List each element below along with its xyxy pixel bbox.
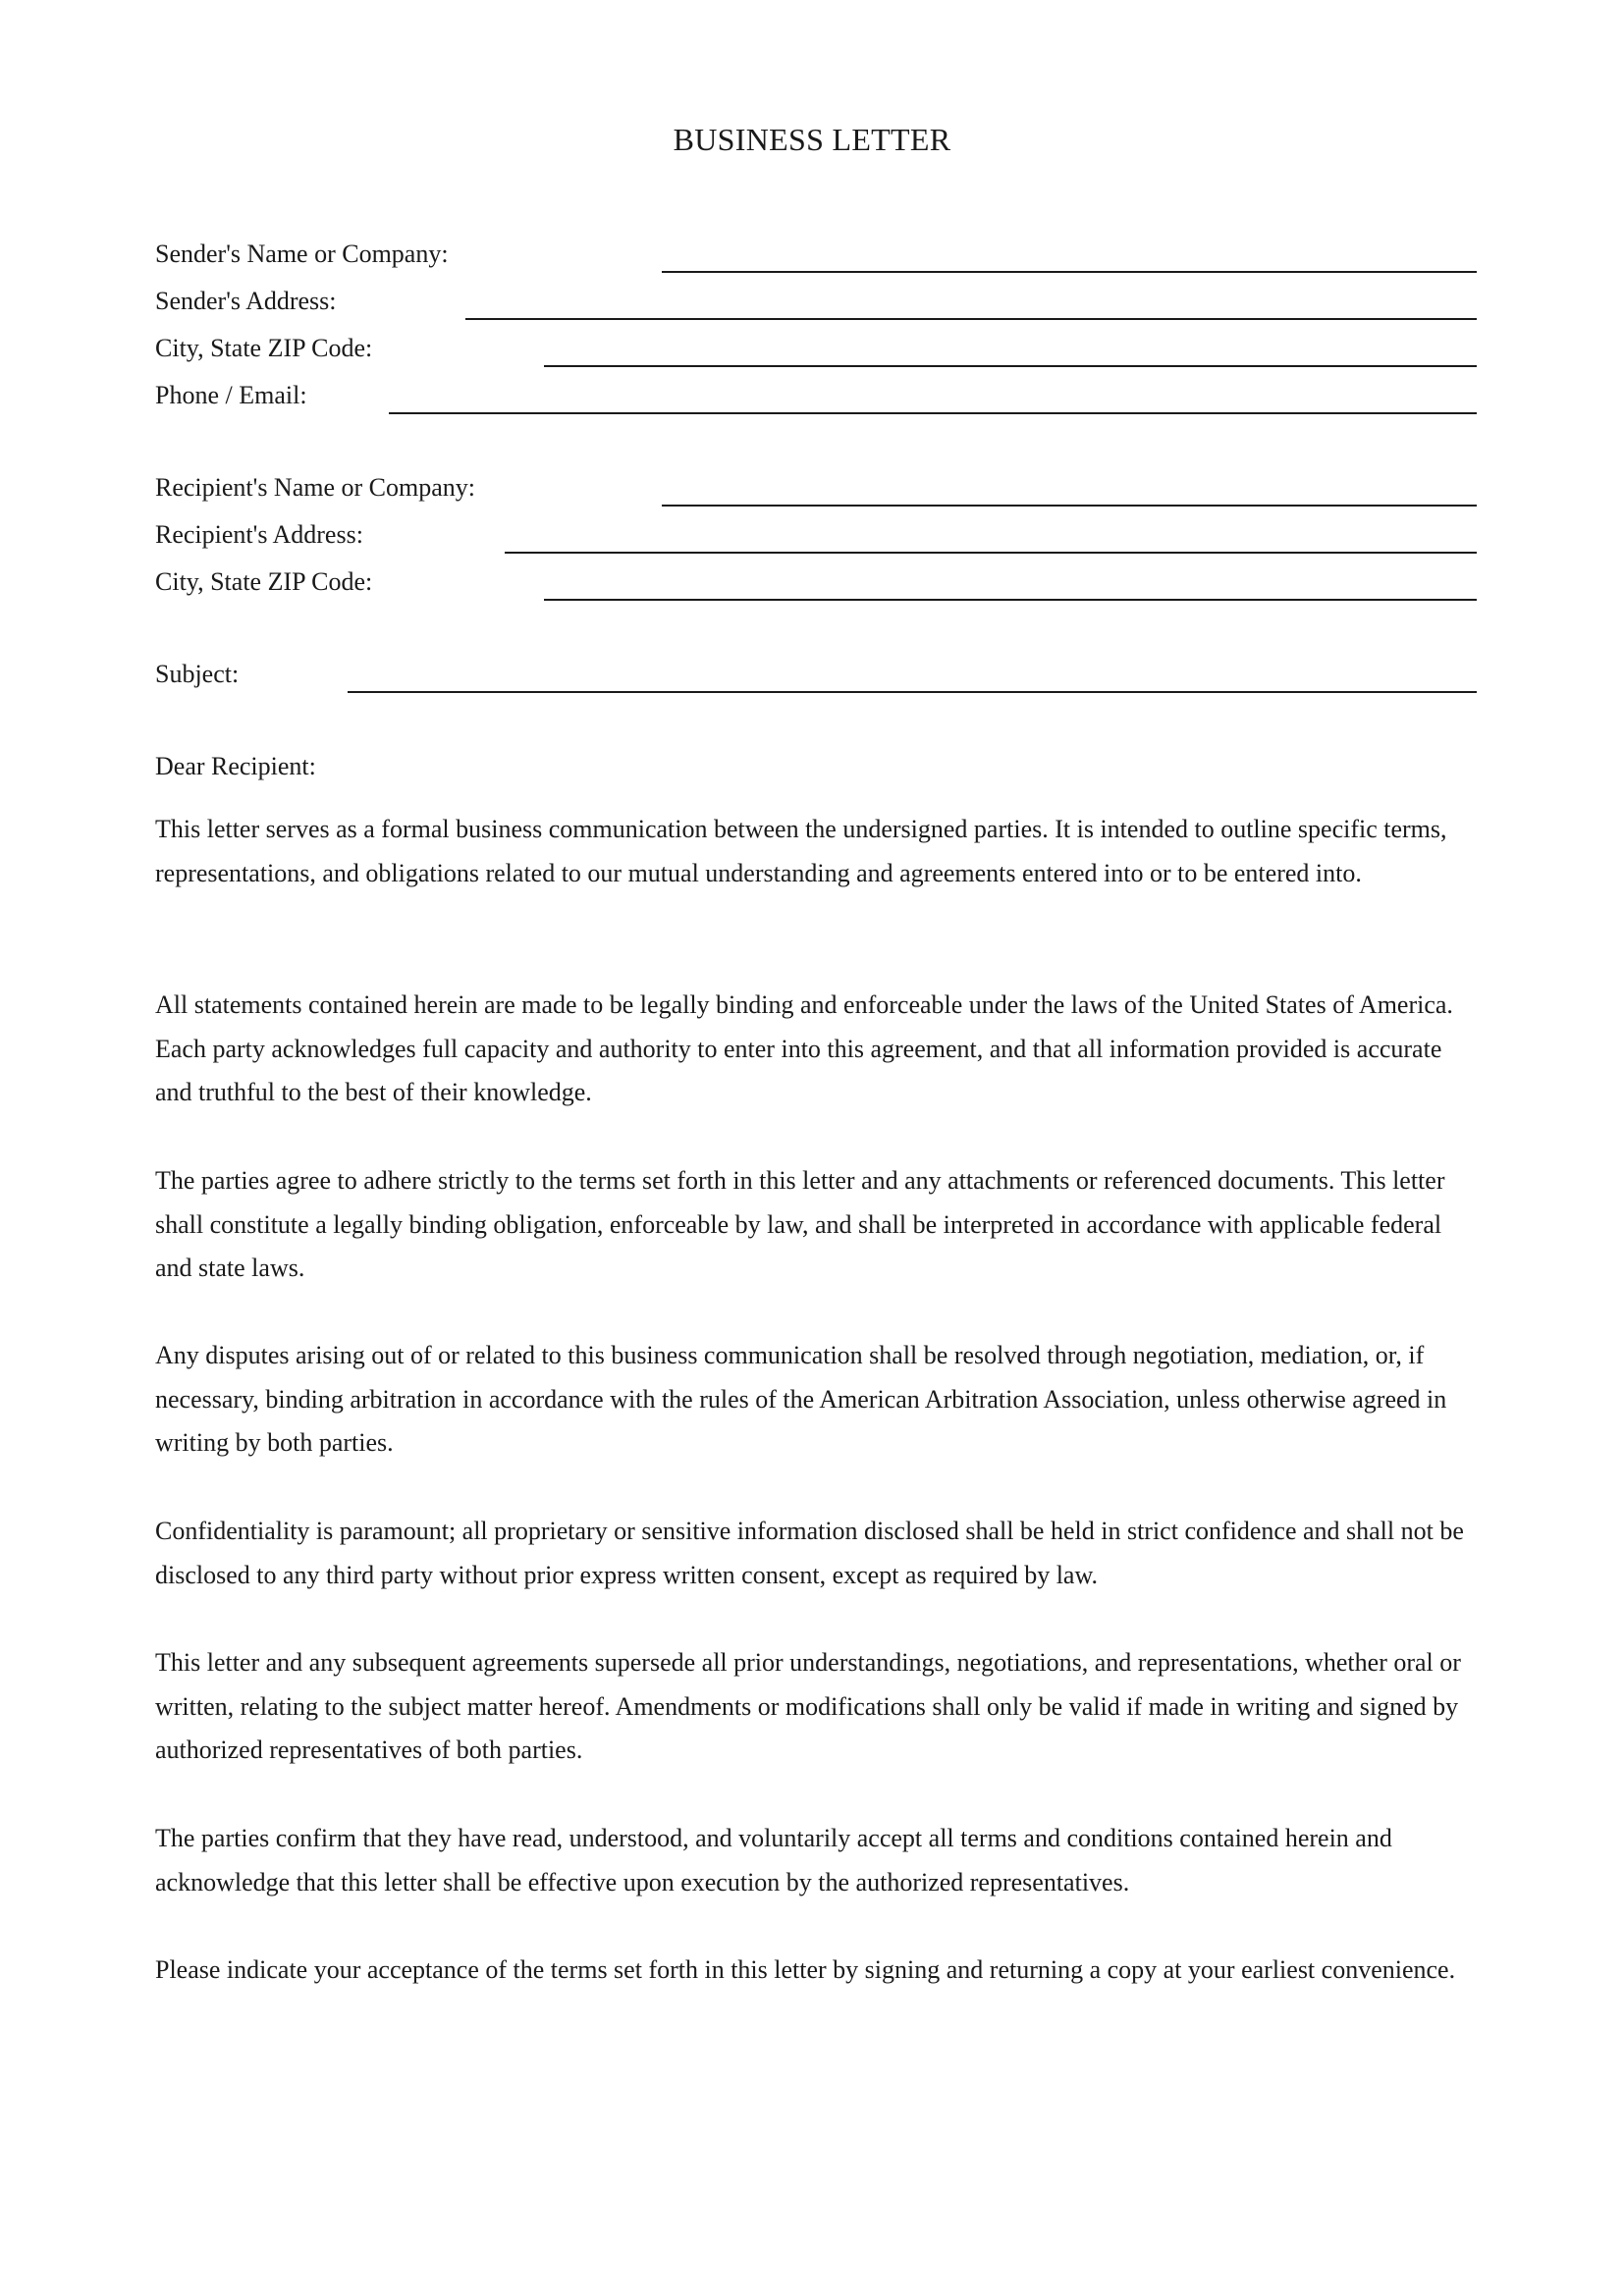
sender-city-line[interactable]: [544, 365, 1477, 367]
recipient-address-line[interactable]: [505, 552, 1477, 554]
body-paragraph-7: The parties confirm that they have read, understood, and voluntarily accept all terms and conditions contained herein and acknowledge that this letter shall be effective upon execution by the authorized representatives.: [155, 1824, 1392, 1896]
body-paragraph-6: This letter and any subsequent agreements supersede all prior understandings, negotiations, and representations, whether oral or written, relating to the subject matter hereof. Amendments or modifications shall only be valid if made in writing and signed by authorized representatives of both parties.: [155, 1648, 1461, 1764]
recipient-address-field: [155, 518, 1477, 561]
body-paragraph-2: All statements contained herein are made to be legally binding and enforceable under the laws of the United States of America. Each party acknowledges full capacity and authority to enter into this agreement, and that all information provided is accurate and truthful to the best of their knowledge.: [155, 990, 1453, 1106]
sender-address-line[interactable]: [465, 318, 1477, 320]
sender-address-field: [155, 285, 1477, 328]
salutation: Dear Recipient:: [155, 752, 316, 780]
subject-label: Subject:: [155, 660, 240, 688]
body-paragraph-4: Any disputes arising out of or related to this business communication shall be resolved through negotiation, mediation, or, if necessary, binding arbitration in accordance with the rules of the American Arbitration Association, unless otherwise agreed in writing by both parties.: [155, 1341, 1447, 1457]
sender-address-label: Sender's Address:: [155, 287, 337, 315]
body-paragraph-8: Please indicate your acceptance of the terms set forth in this letter by signing and returning a copy at your earliest convenience.: [155, 1955, 1456, 1984]
document-title: BUSINESS LETTER: [673, 122, 951, 157]
body-paragraph-3: The parties agree to adhere strictly to the terms set forth in this letter and any attachments or referenced documents. This letter shall constitute a legally binding obligation, enforceable by law, and shall be interpreted in accordance with applicable federal and state laws.: [155, 1166, 1445, 1282]
sender-name-label: Sender's Name or Company:: [155, 240, 449, 268]
recipient-city-line[interactable]: [544, 599, 1477, 601]
sender-contact-line[interactable]: [389, 412, 1477, 414]
recipient-name-line[interactable]: [662, 505, 1477, 507]
sender-contact-label: Phone / Email:: [155, 381, 307, 409]
sender-city-label: City, State ZIP Code:: [155, 334, 373, 362]
sender-name-field: [155, 238, 1477, 281]
body-paragraph-5: Confidentiality is paramount; all proprietary or sensitive information disclosed shall be held in strict confidence and shall not be disclosed to any third party without prior express written consent, except as required by law.: [155, 1517, 1464, 1589]
subject-field: [155, 658, 1477, 701]
sender-name-line[interactable]: [662, 271, 1477, 273]
sender-city-field: [155, 332, 1477, 375]
sender-contact-field: [155, 379, 1477, 422]
recipient-city-field: [155, 565, 1477, 609]
body-paragraph-1: This letter serves as a formal business communication between the undersigned parties. It is intended to outline specific terms, representations, and obligations related to our mutual understanding and agreements entered into or to be entered into.: [155, 815, 1447, 887]
subject-line[interactable]: [348, 691, 1477, 693]
recipient-name-field: [155, 471, 1477, 514]
recipient-name-label: Recipient's Name or Company:: [155, 473, 476, 502]
recipient-city-label: City, State ZIP Code:: [155, 567, 373, 596]
recipient-address-label: Recipient's Address:: [155, 520, 363, 549]
